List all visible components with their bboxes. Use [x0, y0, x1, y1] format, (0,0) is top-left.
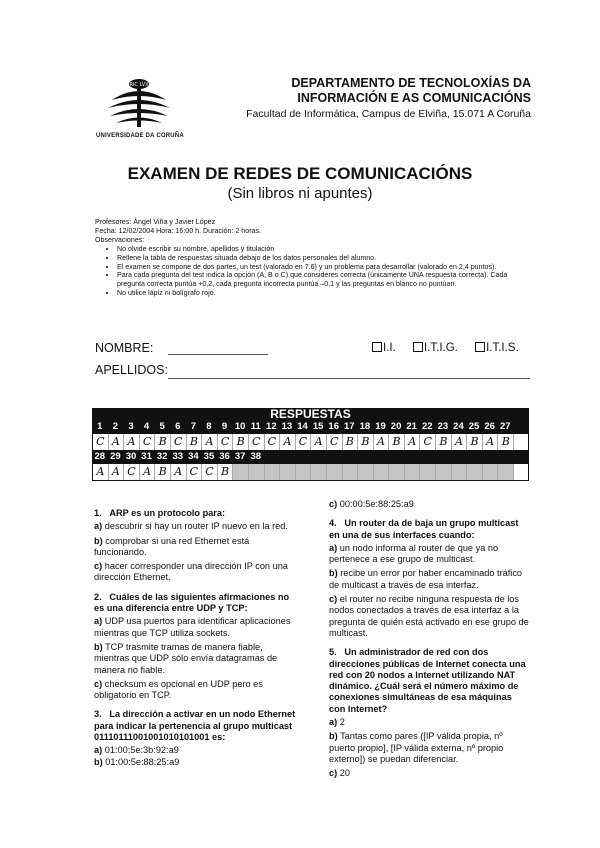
observations-list	[95, 245, 535, 298]
question-option: b) 01:00:5e:88:25:a9	[94, 756, 180, 767]
department-line-1: DEPARTAMENTO DE TECNOLOXÍAS DA	[291, 76, 531, 90]
answer-number: 33	[172, 451, 184, 462]
answer-cell[interactable]	[280, 464, 296, 480]
question-option: c) 00:00:5e:88:25:a9	[329, 499, 414, 509]
answer-cell[interactable]	[420, 464, 436, 480]
professors: Profesores: Ángel Viña y Javier López	[95, 218, 216, 226]
answer-cell[interactable]: A	[109, 434, 125, 450]
question-3: 3. La dirección a activar en un nodo Ethernet para indicar la pertenencia al grupo multicast 01110111001001010101001 es:	[94, 709, 296, 743]
answer-number: 37	[234, 451, 246, 462]
department-line-2: INFORMACIÓN E AS COMUNICACIÓNS	[297, 91, 531, 105]
answer-cell[interactable]: B	[187, 434, 203, 450]
university-name: UNIVERSIDADE DA CORUÑA	[96, 133, 184, 139]
answer-cell[interactable]: B	[343, 434, 359, 450]
answer-cell[interactable]: C	[249, 434, 265, 450]
observation-item: • No utilice lápiz ni bolígrafo rojo.	[117, 289, 535, 298]
exam-title-main: EXAMEN DE REDES DE COMUNICACIÓNS	[127, 164, 473, 183]
question-option: c) el router no recibe ninguna respuesta de los nodos conectados a través de esa interfaz a la pregunta de quién está activado en ese grupo de multicast.	[329, 594, 529, 638]
question-option: c) hacer corresponder una dirección IP con una dirección Ethernet.	[94, 561, 288, 583]
answer-number: 1	[97, 421, 103, 432]
observation-item: • El examen se compone de dos partes, un test (valorado en 7.6) y un problema para desarrollar (valorado en 2,4 puntos).	[117, 263, 535, 272]
university-emblem-icon	[104, 72, 174, 130]
answer-number: 3	[128, 421, 134, 432]
answer-number: 18	[359, 421, 371, 432]
answer-cell[interactable]	[249, 464, 265, 480]
answer-number: 27	[499, 421, 511, 432]
answer-number: 26	[484, 421, 495, 432]
answer-number: 35	[203, 451, 215, 462]
answer-number: 6	[175, 421, 181, 432]
answers-answer-row	[92, 463, 529, 481]
surname-field[interactable]	[168, 378, 530, 379]
answer-number: 2	[112, 421, 119, 432]
answers-title: RESPUESTAS	[270, 407, 351, 421]
answer-cell[interactable]: A	[109, 464, 125, 480]
question-option: a) un nodo informa al router de que ya no pertenece a ese grupo de multicast.	[329, 542, 499, 565]
answer-cell[interactable]: A	[311, 434, 327, 450]
question-option: b) TCP trasmite tramas de manera fiable, mientras que UDP sólo envía datagramas de manera no fiable.	[94, 641, 278, 675]
answer-number: 19	[375, 421, 386, 432]
answers-number-row	[92, 451, 529, 463]
answer-number: 14	[297, 421, 308, 432]
answer-number: 16	[328, 421, 339, 432]
answer-cell[interactable]	[327, 464, 343, 480]
answer-number: 34	[188, 451, 199, 462]
answers-answer-row	[92, 433, 529, 451]
answer-cell[interactable]: C	[218, 434, 234, 450]
answer-number: 22	[421, 421, 433, 432]
degree-option-itis[interactable]: I.T.I.S.	[475, 342, 519, 354]
answer-number: 10	[234, 421, 246, 432]
answer-number: 8	[206, 421, 212, 432]
answer-cell[interactable]: B	[389, 434, 405, 450]
answer-cell[interactable]: C	[140, 434, 156, 450]
answer-cell[interactable]	[498, 464, 514, 480]
answer-number: 12	[266, 421, 277, 432]
observation-item: • No olvide escribir su nombre, apellidos y titulación	[117, 245, 535, 254]
answer-cell[interactable]: A	[93, 464, 109, 480]
answer-cell[interactable]	[452, 464, 468, 480]
answer-cell[interactable]	[374, 464, 390, 480]
department-header	[246, 76, 531, 120]
answer-cell[interactable]: B	[155, 464, 171, 480]
answer-number: 30	[125, 451, 137, 462]
answer-cell[interactable]	[265, 464, 281, 480]
answer-number: 11	[250, 421, 261, 432]
answer-number: 25	[468, 421, 480, 432]
observation-item: • Rellene la tabla de respuestas situada debajo de los datos personales del alumno.	[117, 254, 535, 263]
exam-info	[95, 218, 535, 298]
answer-number: 29	[110, 451, 121, 462]
answer-cell[interactable]: A	[280, 434, 296, 450]
question-option: a) 2	[329, 717, 345, 728]
answer-number: 9	[221, 421, 228, 432]
answer-number: 38	[250, 451, 262, 462]
question-option: a) 01:00:5e:3b:92:a9	[94, 745, 179, 756]
department-address: Facultad de Informática, Campus de Elviña, 15.071 A Coruña	[246, 108, 531, 120]
answers-grid	[92, 408, 529, 481]
question-option: b) Tantas como pares ([IP válida propia, nº puerto propio], [IP válida externa, nº propio externo]) se puedan diferenciar.	[329, 731, 504, 764]
answer-cell[interactable]	[343, 464, 359, 480]
degree-option-itig[interactable]: I.T.I.G.	[413, 342, 458, 354]
answer-cell[interactable]: C	[296, 434, 312, 450]
answer-cell[interactable]: B	[155, 434, 171, 450]
answer-cell[interactable]	[311, 464, 327, 480]
answer-number: 5	[159, 421, 165, 432]
answer-cell[interactable]: B	[436, 434, 452, 450]
answer-cell[interactable]: B	[233, 434, 249, 450]
answer-cell[interactable]	[436, 464, 452, 480]
answer-cell[interactable]	[405, 464, 421, 480]
checkbox-icon[interactable]	[372, 342, 382, 352]
answer-cell[interactable]: A	[374, 434, 390, 450]
answer-number: 31	[141, 451, 152, 462]
name-field[interactable]	[168, 354, 268, 355]
answer-cell[interactable]: A	[452, 434, 468, 450]
answer-cell[interactable]: A	[405, 434, 421, 450]
answer-cell[interactable]: B	[467, 434, 483, 450]
answer-cell[interactable]	[467, 464, 483, 480]
answer-cell[interactable]	[233, 464, 249, 480]
answer-cell[interactable]: A	[171, 464, 187, 480]
question-column-right	[329, 499, 529, 783]
question-2: 2. Cuáles de las siguientes afirmaciones no es una diferencia entre UDP y TCP:	[94, 591, 290, 614]
answer-number: 21	[406, 421, 417, 432]
answer-number: 23	[437, 421, 449, 432]
answer-cell[interactable]	[296, 464, 312, 480]
answer-cell[interactable]: C	[187, 464, 203, 480]
answer-cell[interactable]: C	[93, 434, 109, 450]
answer-cell[interactable]: C	[202, 464, 218, 480]
answers-number-row	[92, 421, 529, 433]
observation-item: • Para cada pregunta del test indica la opción (A, B o C) que consideres correcta (únicamente UNA respuesta correcta). Cada pregunta correcta puntúa +0,2, cada pregunta incorrecta puntúa –0,1 y las preguntas en blanco no puntúan.	[117, 271, 535, 289]
question-option: c) checksum es opcional en UDP pero es obligatorio en TCP.	[94, 678, 263, 701]
answer-cell[interactable]: C	[124, 464, 140, 480]
answer-number: 32	[156, 451, 168, 462]
answer-number: 13	[281, 421, 293, 432]
answer-cell[interactable]: C	[265, 434, 281, 450]
logo-motto: RIC LVX	[129, 82, 149, 88]
question-column-left	[94, 508, 296, 771]
date-line: Fecha: 12/02/2004 Hora: 16:00 h. Duración: 2 horas.	[95, 226, 262, 235]
answer-cell[interactable]: B	[218, 464, 234, 480]
question-1: 1. ARP es un protocolo para:	[94, 508, 226, 518]
question-option: b) comprobar si una red Ethernet está funcionando.	[94, 535, 250, 557]
answer-number: 4	[143, 421, 150, 432]
answer-number: 20	[390, 421, 402, 432]
question-4: 4. Un router da de baja un grupo multicast en una de sus interfaces cuando:	[329, 518, 519, 540]
exam-title-sub: (Sin libros ni apuntes)	[227, 185, 373, 202]
answer-number: 36	[219, 451, 230, 462]
answer-number: 15	[312, 421, 324, 432]
question-option: a) descubrir si hay un router IP nuevo en la red.	[94, 521, 288, 532]
checkbox-icon[interactable]	[475, 342, 485, 352]
surname-label: APELLIDOS:	[95, 363, 168, 377]
question-option: b) recibe un error por haber encaminado tráfico de multicast a través de esa interfaz.	[329, 568, 523, 590]
university-logo	[96, 72, 182, 139]
checkbox-icon[interactable]	[413, 342, 423, 352]
answer-number: 24	[453, 421, 464, 432]
answer-cell[interactable]: B	[358, 434, 374, 450]
answer-cell[interactable]: A	[140, 464, 156, 480]
question-option: c) 20	[329, 768, 350, 779]
answer-cell[interactable]: A	[202, 434, 218, 450]
answer-cell[interactable]: C	[327, 434, 343, 450]
answer-cell[interactable]: B	[498, 434, 514, 450]
answer-cell[interactable]: A	[124, 434, 140, 450]
degree-option-ii[interactable]: I.I.	[372, 342, 396, 354]
answer-cell[interactable]: C	[171, 434, 187, 450]
answer-number: 28	[94, 451, 106, 462]
answer-cell[interactable]	[389, 464, 405, 480]
answer-cell[interactable]	[358, 464, 374, 480]
answer-number: 7	[190, 421, 196, 432]
question-5: 5. Un administrador de red con dos direcciones públicas de Internet conecta una red con 20 nodos a Internet utilizando NAT dinámico. ¿Cuál será el número máximo de conexiones simultáneas de esa máquinas con Internet?	[329, 647, 526, 714]
degree-options	[372, 342, 533, 354]
question-option: a) UDP usa puertos para identificar aplicaciones mientras que TCP utiliza sockets.	[94, 616, 291, 638]
exam-title	[0, 164, 600, 202]
name-label: NOMBRE:	[95, 341, 154, 355]
answer-cell[interactable]: C	[420, 434, 436, 450]
answer-number: 17	[344, 421, 355, 432]
observations-label: Observaciones:	[95, 235, 145, 244]
answer-cell[interactable]: A	[483, 434, 499, 450]
answer-cell[interactable]	[483, 464, 499, 480]
